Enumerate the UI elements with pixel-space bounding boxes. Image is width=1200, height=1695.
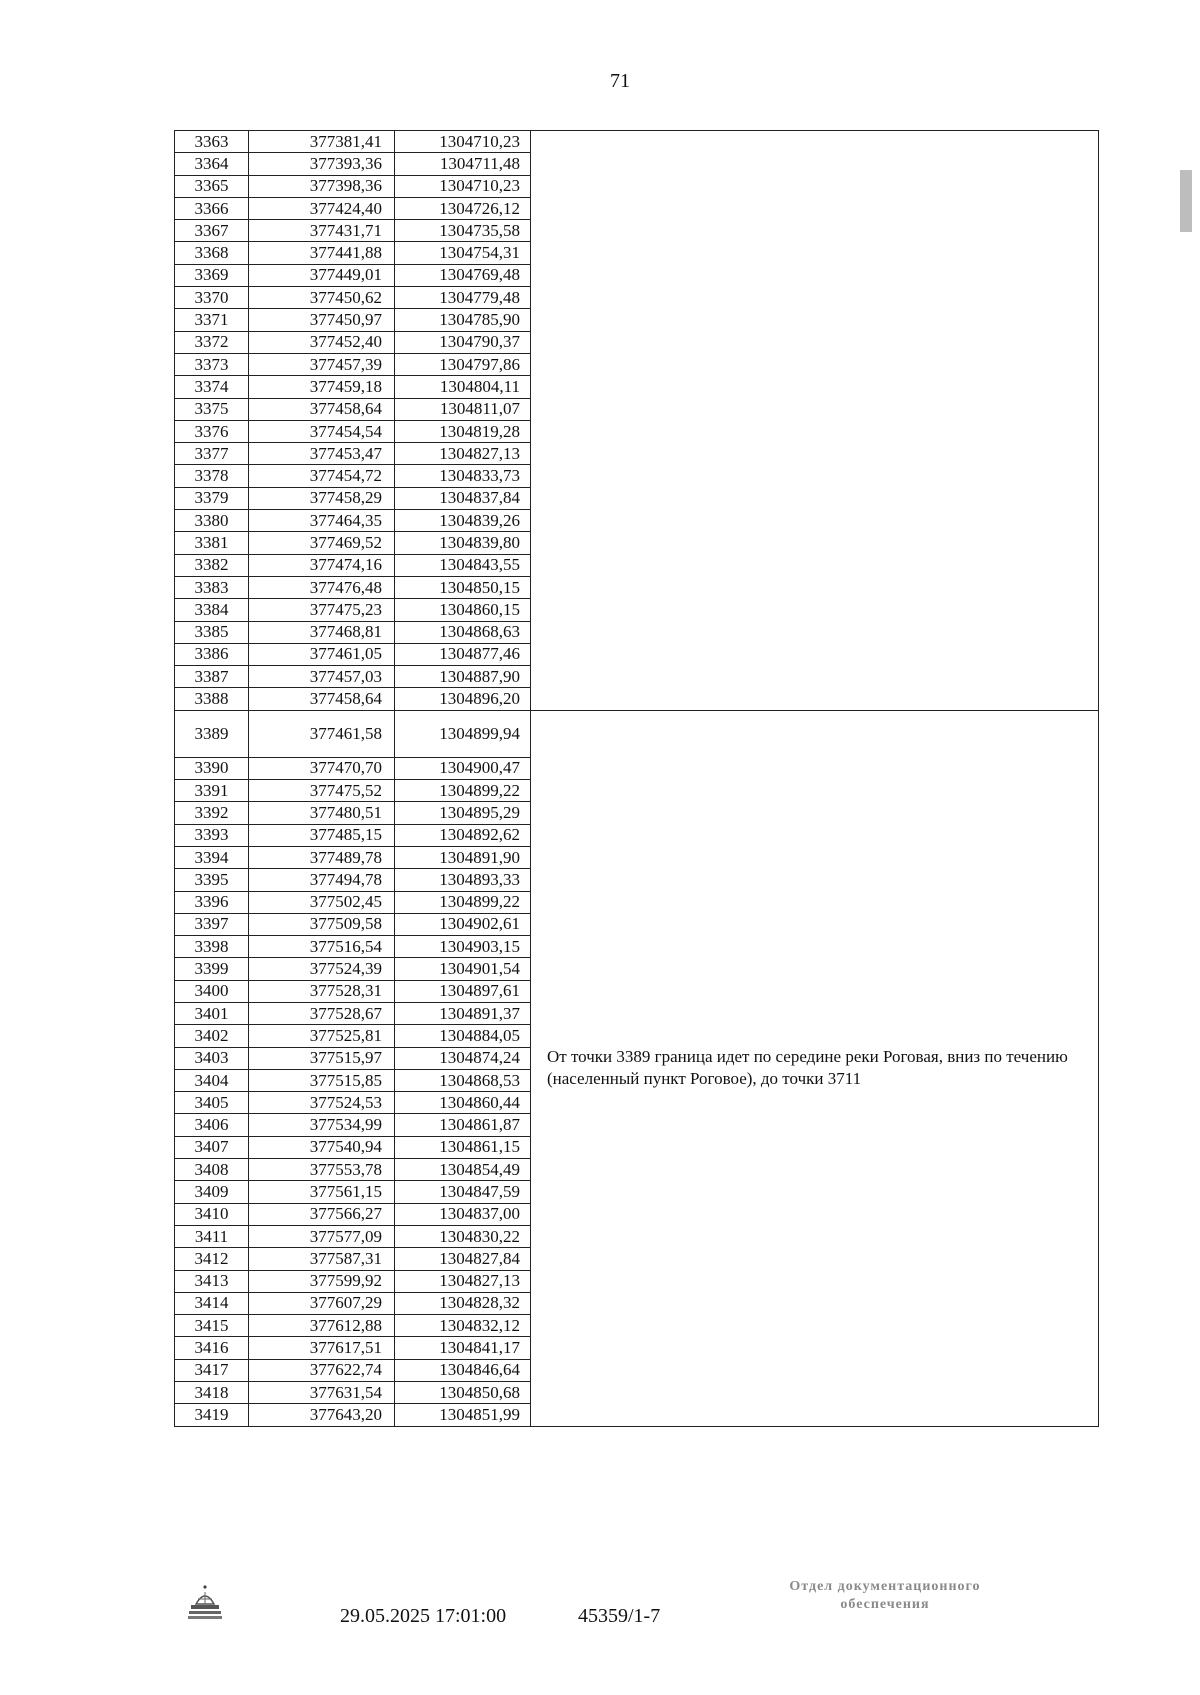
x-coordinate-cell: 377617,51: [249, 1337, 395, 1359]
x-coordinate-cell: 377424,40: [249, 197, 395, 219]
y-coordinate-cell: 1304877,46: [395, 643, 531, 665]
x-coordinate-cell: 377381,41: [249, 131, 395, 153]
x-coordinate-cell: 377450,62: [249, 287, 395, 309]
y-coordinate-cell: 1304854,49: [395, 1159, 531, 1181]
x-coordinate-cell: 377534,99: [249, 1114, 395, 1136]
point-number-cell: 3419: [175, 1404, 249, 1426]
x-coordinate-cell: 377458,64: [249, 688, 395, 710]
y-coordinate-cell: 1304819,28: [395, 420, 531, 442]
y-coordinate-cell: 1304901,54: [395, 958, 531, 980]
stamp-line-1: Отдел документационного: [789, 1579, 981, 1594]
point-number-cell: 3389: [175, 710, 249, 757]
point-number-cell: 3387: [175, 666, 249, 688]
x-coordinate-cell: 377480,51: [249, 802, 395, 824]
point-number-cell: 3369: [175, 264, 249, 286]
y-coordinate-cell: 1304902,61: [395, 913, 531, 935]
x-coordinate-cell: 377458,29: [249, 487, 395, 509]
point-number-cell: 3407: [175, 1136, 249, 1158]
x-coordinate-cell: 377494,78: [249, 869, 395, 891]
x-coordinate-cell: 377524,39: [249, 958, 395, 980]
x-coordinate-cell: 377468,81: [249, 621, 395, 643]
x-coordinate-cell: 377540,94: [249, 1136, 395, 1158]
point-number-cell: 3363: [175, 131, 249, 153]
point-number-cell: 3367: [175, 220, 249, 242]
y-coordinate-cell: 1304861,15: [395, 1136, 531, 1158]
x-coordinate-cell: 377587,31: [249, 1248, 395, 1270]
point-number-cell: 3374: [175, 376, 249, 398]
point-number-cell: 3391: [175, 780, 249, 802]
x-coordinate-cell: 377457,03: [249, 666, 395, 688]
page-number: 71: [610, 70, 630, 92]
x-coordinate-cell: 377475,23: [249, 599, 395, 621]
x-coordinate-cell: 377515,97: [249, 1047, 395, 1069]
y-coordinate-cell: 1304790,37: [395, 331, 531, 353]
y-coordinate-cell: 1304828,32: [395, 1292, 531, 1314]
x-coordinate-cell: 377464,35: [249, 510, 395, 532]
y-coordinate-cell: 1304900,47: [395, 757, 531, 779]
point-number-cell: 3381: [175, 532, 249, 554]
point-number-cell: 3379: [175, 487, 249, 509]
point-number-cell: 3413: [175, 1270, 249, 1292]
x-coordinate-cell: 377459,18: [249, 376, 395, 398]
stamp-line-2: обеспечения: [840, 1597, 930, 1612]
x-coordinate-cell: 377631,54: [249, 1382, 395, 1404]
y-coordinate-cell: 1304846,64: [395, 1359, 531, 1381]
y-coordinate-cell: 1304827,13: [395, 443, 531, 465]
y-coordinate-cell: 1304850,68: [395, 1382, 531, 1404]
x-coordinate-cell: 377643,20: [249, 1404, 395, 1426]
x-coordinate-cell: 377476,48: [249, 576, 395, 598]
x-coordinate-cell: 377461,58: [249, 710, 395, 757]
y-coordinate-cell: 1304847,59: [395, 1181, 531, 1203]
coordinates-table-body: [175, 131, 1099, 1427]
point-number-cell: 3397: [175, 913, 249, 935]
point-number-cell: 3377: [175, 443, 249, 465]
y-coordinate-cell: 1304837,00: [395, 1203, 531, 1225]
x-coordinate-cell: 377474,16: [249, 554, 395, 576]
point-number-cell: 3375: [175, 398, 249, 420]
point-number-cell: 3414: [175, 1292, 249, 1314]
x-coordinate-cell: 377454,72: [249, 465, 395, 487]
x-coordinate-cell: 377454,54: [249, 420, 395, 442]
point-number-cell: 3372: [175, 331, 249, 353]
y-coordinate-cell: 1304851,99: [395, 1404, 531, 1426]
x-coordinate-cell: 377612,88: [249, 1315, 395, 1337]
y-coordinate-cell: 1304893,33: [395, 869, 531, 891]
y-coordinate-cell: 1304769,48: [395, 264, 531, 286]
x-coordinate-cell: 377470,70: [249, 757, 395, 779]
point-number-cell: 3365: [175, 175, 249, 197]
point-number-cell: 3378: [175, 465, 249, 487]
point-number-cell: 3390: [175, 757, 249, 779]
y-coordinate-cell: 1304779,48: [395, 287, 531, 309]
table-row: [175, 710, 1099, 757]
y-coordinate-cell: 1304839,26: [395, 510, 531, 532]
y-coordinate-cell: 1304710,23: [395, 175, 531, 197]
y-coordinate-cell: 1304754,31: [395, 242, 531, 264]
y-coordinate-cell: 1304887,90: [395, 666, 531, 688]
department-stamp: [740, 1578, 1030, 1614]
y-coordinate-cell: 1304711,48: [395, 153, 531, 175]
point-number-cell: 3406: [175, 1114, 249, 1136]
point-number-cell: 3417: [175, 1359, 249, 1381]
x-coordinate-cell: 377452,40: [249, 331, 395, 353]
y-coordinate-cell: 1304804,11: [395, 376, 531, 398]
x-coordinate-cell: 377457,39: [249, 353, 395, 375]
point-number-cell: 3383: [175, 576, 249, 598]
point-number-cell: 3398: [175, 936, 249, 958]
point-number-cell: 3401: [175, 1002, 249, 1024]
y-coordinate-cell: 1304903,15: [395, 936, 531, 958]
y-coordinate-cell: 1304891,90: [395, 846, 531, 868]
x-coordinate-cell: 377607,29: [249, 1292, 395, 1314]
point-number-cell: 3418: [175, 1382, 249, 1404]
y-coordinate-cell: 1304841,17: [395, 1337, 531, 1359]
point-number-cell: 3385: [175, 621, 249, 643]
x-coordinate-cell: 377528,67: [249, 1002, 395, 1024]
x-coordinate-cell: 377515,85: [249, 1069, 395, 1091]
coordinates-table: [174, 130, 1099, 1427]
y-coordinate-cell: 1304710,23: [395, 131, 531, 153]
x-coordinate-cell: 377469,52: [249, 532, 395, 554]
y-coordinate-cell: 1304785,90: [395, 309, 531, 331]
x-coordinate-cell: 377509,58: [249, 913, 395, 935]
x-coordinate-cell: 377449,01: [249, 264, 395, 286]
y-coordinate-cell: 1304897,61: [395, 980, 531, 1002]
y-coordinate-cell: 1304899,22: [395, 891, 531, 913]
point-number-cell: 3415: [175, 1315, 249, 1337]
x-coordinate-cell: 377450,97: [249, 309, 395, 331]
y-coordinate-cell: 1304874,24: [395, 1047, 531, 1069]
point-number-cell: 3380: [175, 510, 249, 532]
x-coordinate-cell: 377528,31: [249, 980, 395, 1002]
y-coordinate-cell: 1304884,05: [395, 1025, 531, 1047]
y-coordinate-cell: 1304891,37: [395, 1002, 531, 1024]
point-number-cell: 3388: [175, 688, 249, 710]
y-coordinate-cell: 1304837,84: [395, 487, 531, 509]
x-coordinate-cell: 377393,36: [249, 153, 395, 175]
point-number-cell: 3364: [175, 153, 249, 175]
y-coordinate-cell: 1304899,22: [395, 780, 531, 802]
point-number-cell: 3382: [175, 554, 249, 576]
y-coordinate-cell: 1304726,12: [395, 197, 531, 219]
point-number-cell: 3371: [175, 309, 249, 331]
point-number-cell: 3386: [175, 643, 249, 665]
y-coordinate-cell: 1304860,15: [395, 599, 531, 621]
point-number-cell: 3393: [175, 824, 249, 846]
y-coordinate-cell: 1304735,58: [395, 220, 531, 242]
y-coordinate-cell: 1304811,07: [395, 398, 531, 420]
x-coordinate-cell: 377516,54: [249, 936, 395, 958]
y-coordinate-cell: 1304827,13: [395, 1270, 531, 1292]
point-number-cell: 3366: [175, 197, 249, 219]
x-coordinate-cell: 377561,15: [249, 1181, 395, 1203]
point-number-cell: 3405: [175, 1092, 249, 1114]
point-number-cell: 3395: [175, 869, 249, 891]
x-coordinate-cell: 377577,09: [249, 1225, 395, 1247]
point-number-cell: 3376: [175, 420, 249, 442]
y-coordinate-cell: 1304860,44: [395, 1092, 531, 1114]
point-number-cell: 3408: [175, 1159, 249, 1181]
y-coordinate-cell: 1304896,20: [395, 688, 531, 710]
y-coordinate-cell: 1304895,29: [395, 802, 531, 824]
x-coordinate-cell: 377553,78: [249, 1159, 395, 1181]
table-row: [175, 131, 1099, 153]
point-number-cell: 3400: [175, 980, 249, 1002]
y-coordinate-cell: 1304843,55: [395, 554, 531, 576]
point-number-cell: 3368: [175, 242, 249, 264]
y-coordinate-cell: 1304827,84: [395, 1248, 531, 1270]
point-number-cell: 3394: [175, 846, 249, 868]
footer-document-code: 45359/1-7: [578, 1605, 661, 1627]
scan-edge-mark: [1180, 170, 1192, 232]
point-number-cell: 3412: [175, 1248, 249, 1270]
y-coordinate-cell: 1304868,63: [395, 621, 531, 643]
footer-date: 29.05.2025 17:01:00: [340, 1605, 507, 1627]
y-coordinate-cell: 1304830,22: [395, 1225, 531, 1247]
x-coordinate-cell: 377398,36: [249, 175, 395, 197]
boundary-description: От точки 3389 граница идет по середине реки Роговая, вниз по течению (населенный пункт Роговое), до точки 3711: [531, 710, 1099, 1426]
y-coordinate-cell: 1304833,73: [395, 465, 531, 487]
point-number-cell: 3410: [175, 1203, 249, 1225]
x-coordinate-cell: 377566,27: [249, 1203, 395, 1225]
x-coordinate-cell: 377431,71: [249, 220, 395, 242]
x-coordinate-cell: 377502,45: [249, 891, 395, 913]
x-coordinate-cell: 377453,47: [249, 443, 395, 465]
y-coordinate-cell: 1304839,80: [395, 532, 531, 554]
logo-icon: [186, 1582, 224, 1622]
x-coordinate-cell: 377525,81: [249, 1025, 395, 1047]
y-coordinate-cell: 1304797,86: [395, 353, 531, 375]
point-number-cell: 3399: [175, 958, 249, 980]
x-coordinate-cell: 377524,53: [249, 1092, 395, 1114]
x-coordinate-cell: 377461,05: [249, 643, 395, 665]
x-coordinate-cell: 377475,52: [249, 780, 395, 802]
point-number-cell: 3411: [175, 1225, 249, 1247]
y-coordinate-cell: 1304861,87: [395, 1114, 531, 1136]
x-coordinate-cell: 377599,92: [249, 1270, 395, 1292]
y-coordinate-cell: 1304850,15: [395, 576, 531, 598]
x-coordinate-cell: 377485,15: [249, 824, 395, 846]
y-coordinate-cell: 1304868,53: [395, 1069, 531, 1091]
description-cell-empty: [531, 131, 1099, 711]
y-coordinate-cell: 1304899,94: [395, 710, 531, 757]
y-coordinate-cell: 1304892,62: [395, 824, 531, 846]
point-number-cell: 3392: [175, 802, 249, 824]
x-coordinate-cell: 377441,88: [249, 242, 395, 264]
point-number-cell: 3384: [175, 599, 249, 621]
point-number-cell: 3396: [175, 891, 249, 913]
x-coordinate-cell: 377458,64: [249, 398, 395, 420]
x-coordinate-cell: 377622,74: [249, 1359, 395, 1381]
point-number-cell: 3416: [175, 1337, 249, 1359]
point-number-cell: 3409: [175, 1181, 249, 1203]
x-coordinate-cell: 377489,78: [249, 846, 395, 868]
point-number-cell: 3370: [175, 287, 249, 309]
point-number-cell: 3403: [175, 1047, 249, 1069]
point-number-cell: 3404: [175, 1069, 249, 1091]
point-number-cell: 3402: [175, 1025, 249, 1047]
y-coordinate-cell: 1304832,12: [395, 1315, 531, 1337]
point-number-cell: 3373: [175, 353, 249, 375]
